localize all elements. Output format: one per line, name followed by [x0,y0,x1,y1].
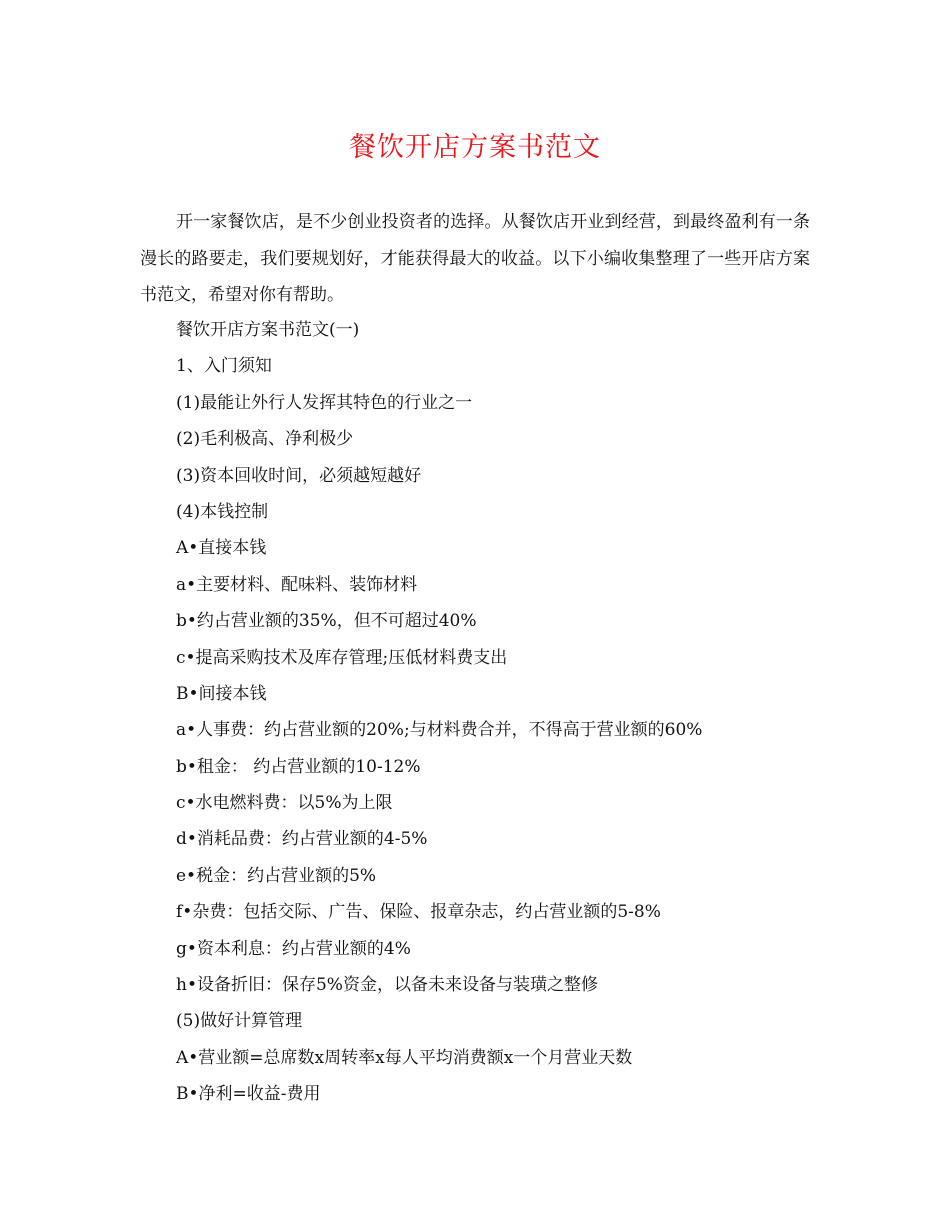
content-line: f•杂费：包括交际、广告、保险、报章杂志，约占营业额的5-8% [176,902,661,923]
content-line: d•消耗品费：约占营业额的4-5% [176,829,428,850]
content-line: A•营业额=总席数x周转率x每人平均消费额x一个月营业天数 [176,1047,633,1068]
content-line: a•主要材料、配味料、装饰材料 [176,574,418,595]
document-title: 餐饮开店方案书范文 [349,132,601,163]
content-line: c•水电燃料费：以5%为上限 [176,793,393,814]
content-line: a•人事费：约占营业额的20%;与材料费合并，不得高于营业额的60% [176,720,703,741]
content-line: b•租金： 约占营业额的10-12% [176,756,421,777]
content-line: (4)本钱控制 [176,501,269,522]
content-line: b•约占营业额的35%，但不可超过40% [176,611,477,632]
content-line: e•税金：约占营业额的5% [176,865,377,886]
content-line: (2)毛利极高、净利极少 [176,429,354,450]
content-line: (5)做好计算管理 [176,1011,303,1032]
content-line: B•净利=收益-费用 [176,1084,321,1105]
content-line: h•设备折旧：保存5%资金，以备未来设备与装璜之整修 [176,975,598,996]
intro-paragraph: 开一家餐饮店，是不少创业投资者的选择。从餐饮店开业到经营，到最终盈利有一条漫长的路要走，我们要规划好，才能获得最大的收益。以下小编收集整理了一些开店方案书范文，希望对你有帮助。 [140,212,810,305]
content-line: B•间接本钱 [176,683,267,704]
content-line: A•直接本钱 [176,538,267,559]
content-line: 餐饮开店方案书范文(一) [176,320,360,340]
content-line: g•资本利息：约占营业额的4% [176,938,411,959]
content-line: (3)资本回收时间，必须越短越好 [176,465,422,486]
content-lines [176,312,702,1113]
content-line: c•提高采购技术及库存管理;压低材料费支出 [176,647,508,668]
content-line: (1)最能让外行人发挥其特色的行业之一 [176,392,473,413]
content-line: 1、入门须知 [176,356,272,377]
